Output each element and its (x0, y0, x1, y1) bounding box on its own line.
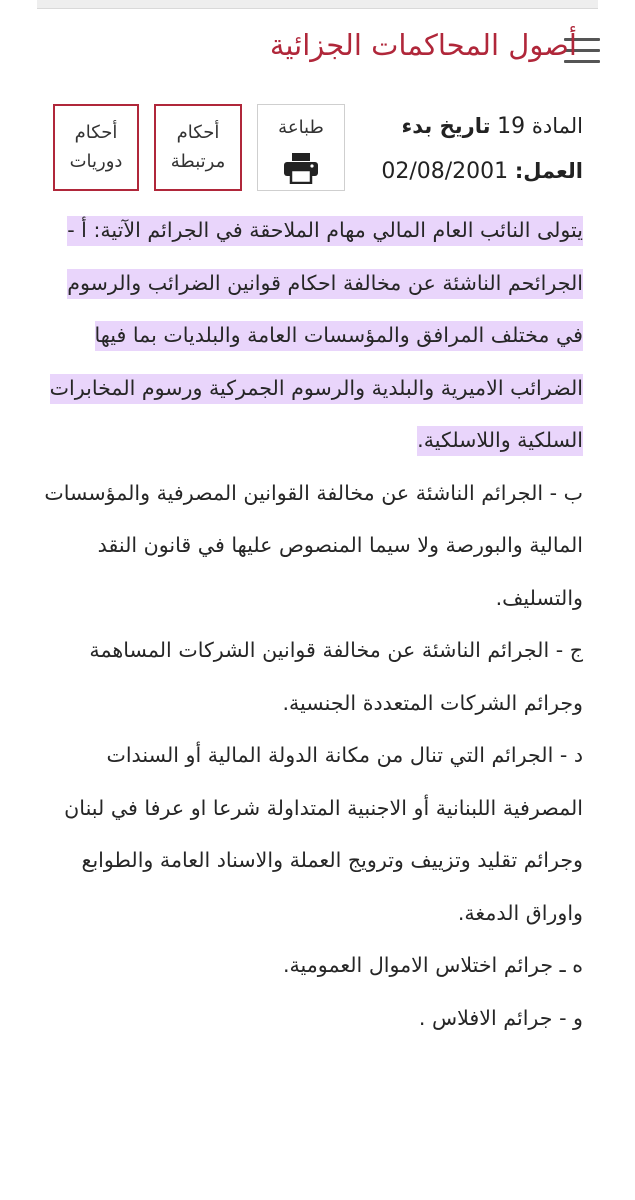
article-body (40, 204, 583, 1044)
highlighted-text[interactable]: يتولى النائب العام المالي مهام الملاحقة في الجرائم الآتية: أ - الجرائحم الناشئة عن مخالفة احكام قوانين الضرائب والرسوم في مختلف المرافق والمؤسسات العامة والبلديات بما فيها الضرائب الاميرية والبلدية والرسوم الجمركية ورسوم المخابرات السلكية واللاسلكية. (50, 216, 583, 456)
header (0, 20, 635, 80)
paragraph-d: د - الجرائم التي تنال من مكانة الدولة المالية أو السندات المصرفية اللبنانية أو الاجنبية المتداولة شرعا او عرفا في لبنان وجرائم تقليد وتزييف وترويج العملة والاسناد العامة والطوابع واوراق الدمغة. (64, 743, 583, 925)
article-number: 19 (497, 114, 526, 139)
print-button[interactable] (257, 104, 345, 191)
periodicals-rulings-button[interactable] (53, 104, 139, 191)
article-label: المادة (531, 114, 583, 138)
effective-date: 02/08/2001 (381, 159, 509, 184)
article-meta-row (0, 100, 635, 200)
print-label: طباعة (278, 117, 324, 138)
printer-icon (283, 152, 319, 184)
paragraph-h: ه ـ جرائم اختلاس الاموال العمومية. (282, 953, 583, 977)
top-bar (37, 0, 598, 9)
article-meta: المادة 19 تاريخ بدء العمل: 02/08/2001 (381, 114, 583, 184)
date-label: تاريخ بدء العمل (401, 114, 583, 183)
paragraph-highlighted (40, 204, 583, 467)
paragraph-w: و - جرائم الافلاس . (418, 1005, 583, 1030)
periodicals-rulings-label-1: أحكام (74, 122, 118, 143)
related-rulings-label-2: مرتبطة (170, 151, 226, 172)
related-rulings-button[interactable] (154, 104, 242, 191)
paragraph-j: ج - الجرائم الناشئة عن مخالفة قوانين الشركات المساهمة وجرائم الشركات المتعددة الجنسية. (89, 638, 583, 715)
paragraph-b: ب - الجرائم الناشئة عن مخالفة القوانين المصرفية والمؤسسات المالية والبورصة ولا سيما المنصوص عليها في قانون النقد والتسليف. (44, 480, 583, 610)
periodicals-rulings-label-2: دوريات (69, 151, 123, 172)
related-rulings-label-1: أحكام (176, 122, 220, 143)
page-title: أصول المحاكمات الجزائية (269, 28, 577, 62)
